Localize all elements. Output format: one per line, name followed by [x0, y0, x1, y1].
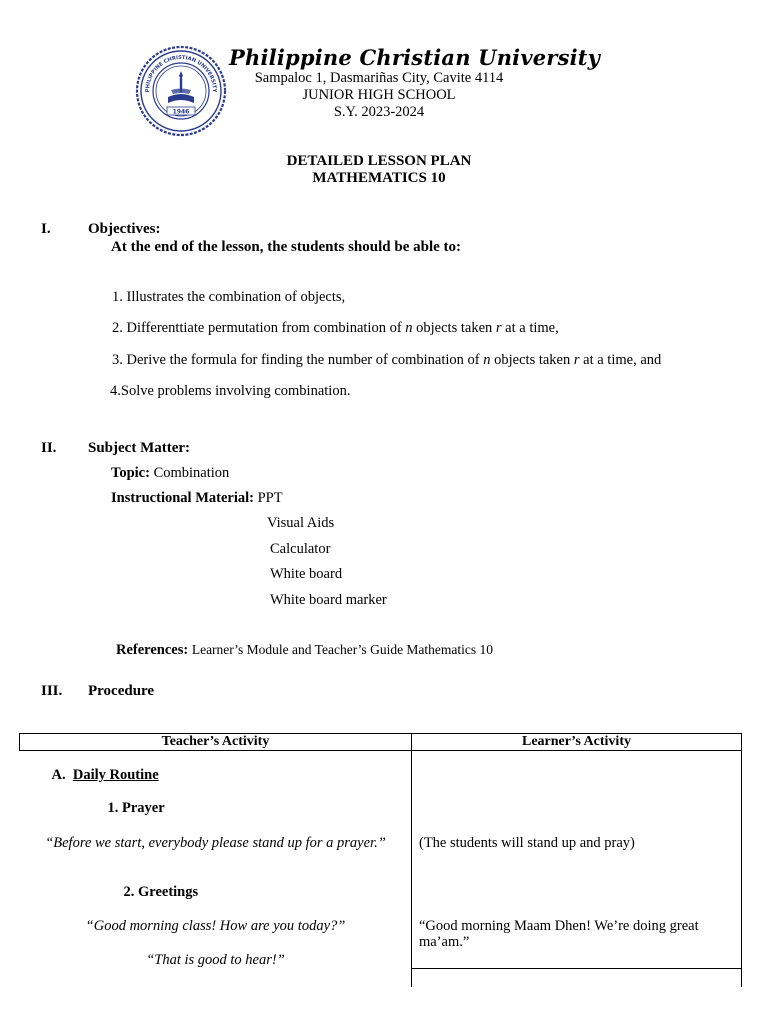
table-header-row: [20, 734, 742, 751]
seal-icon: [135, 45, 227, 137]
material-item: White board marker: [270, 592, 387, 608]
greeting-line: “Good morning class! How are you today?”: [85, 918, 346, 934]
section-a-letter: A.: [51, 767, 66, 783]
objectives-intro: At the end of the lesson, the students should be able to:: [111, 239, 462, 255]
objective-text: at a time, and: [579, 352, 662, 368]
section-heading-subject: Subject Matter:: [88, 440, 191, 456]
greeting-line-2: “That is good to hear!”: [146, 952, 285, 968]
section-number-subject: II.: [41, 440, 57, 456]
topic-line: [111, 465, 229, 482]
document-subtitle: MATHEMATICS 10: [312, 170, 446, 186]
section-a-heading: [52, 767, 159, 784]
objective-text: 2. Differenttiate permutation from combination of: [112, 320, 406, 336]
table-row: [20, 751, 742, 988]
objective-text: objects taken: [412, 320, 496, 336]
document-title: DETAILED LESSON PLAN: [286, 153, 472, 169]
materials-label: Instructional Material:: [111, 490, 254, 506]
procedure-table: [19, 733, 742, 987]
references-line: [116, 642, 493, 659]
department: JUNIOR HIGH SCHOOL: [302, 87, 456, 103]
material-item: Calculator: [270, 541, 331, 557]
objective-item: [112, 289, 345, 306]
column-header-learner: Learner’s Activity: [412, 734, 742, 751]
references-value: Learner’s Module and Teacher’s Guide Mathematics 10: [191, 642, 494, 657]
prayer-line: “Before we start, everybody please stand up for a prayer.”: [45, 835, 386, 851]
seal-year: 1946: [172, 108, 190, 116]
teacher-activity-cell: [20, 751, 412, 988]
variable-n: n: [405, 320, 413, 336]
address: Sampaloc 1, Dasmariñas City, Cavite 4114: [254, 70, 504, 86]
section-a-title: Daily Routine: [72, 767, 159, 783]
material-item: Visual Aids: [267, 515, 335, 531]
section-number-objectives: I.: [41, 221, 51, 237]
learner-activity-cell: [412, 751, 742, 988]
objective-text: 3. Derive the formula for finding the number of combination of: [112, 352, 484, 368]
section-heading-objectives: Objectives:: [88, 221, 161, 237]
column-header-teacher: Teacher’s Activity: [20, 734, 412, 751]
topic-value: Combination: [153, 465, 230, 481]
section-number-procedure: III.: [41, 683, 63, 699]
objective-item: [112, 320, 559, 337]
school-year: S.Y. 2023-2024: [333, 104, 425, 120]
materials-line: [111, 490, 283, 507]
greetings-heading: 2. Greetings: [123, 884, 199, 900]
objective-text: 4.Solve problems involving combination.: [110, 383, 351, 399]
prayer-heading: 1. Prayer: [107, 800, 165, 816]
topic-label: Topic:: [111, 465, 150, 481]
variable-r: r: [495, 320, 502, 336]
variable-r: r: [573, 352, 580, 368]
material-item: PPT: [257, 490, 283, 506]
material-item: White board: [270, 566, 343, 582]
objective-item: [112, 352, 661, 369]
objective-text: at a time,: [501, 320, 559, 336]
objective-text: 1. Illustrates the combination of objects,: [112, 289, 346, 305]
university-seal: [135, 45, 227, 137]
references-label: References:: [116, 642, 189, 658]
university-name: Philippine Christian University: [229, 45, 601, 70]
prayer-response: (The students will stand up and pray): [419, 835, 635, 851]
objective-text: objects taken: [490, 352, 574, 368]
seal-text: PHILIPPINE CHRISTIAN UNIVERSITY: [144, 54, 218, 93]
greeting-response: “Good morning Maam Dhen! We’re doing great ma’am.”: [419, 918, 699, 950]
section-heading-procedure: Procedure: [88, 683, 155, 699]
variable-n: n: [483, 352, 491, 368]
objective-item: [110, 383, 350, 400]
